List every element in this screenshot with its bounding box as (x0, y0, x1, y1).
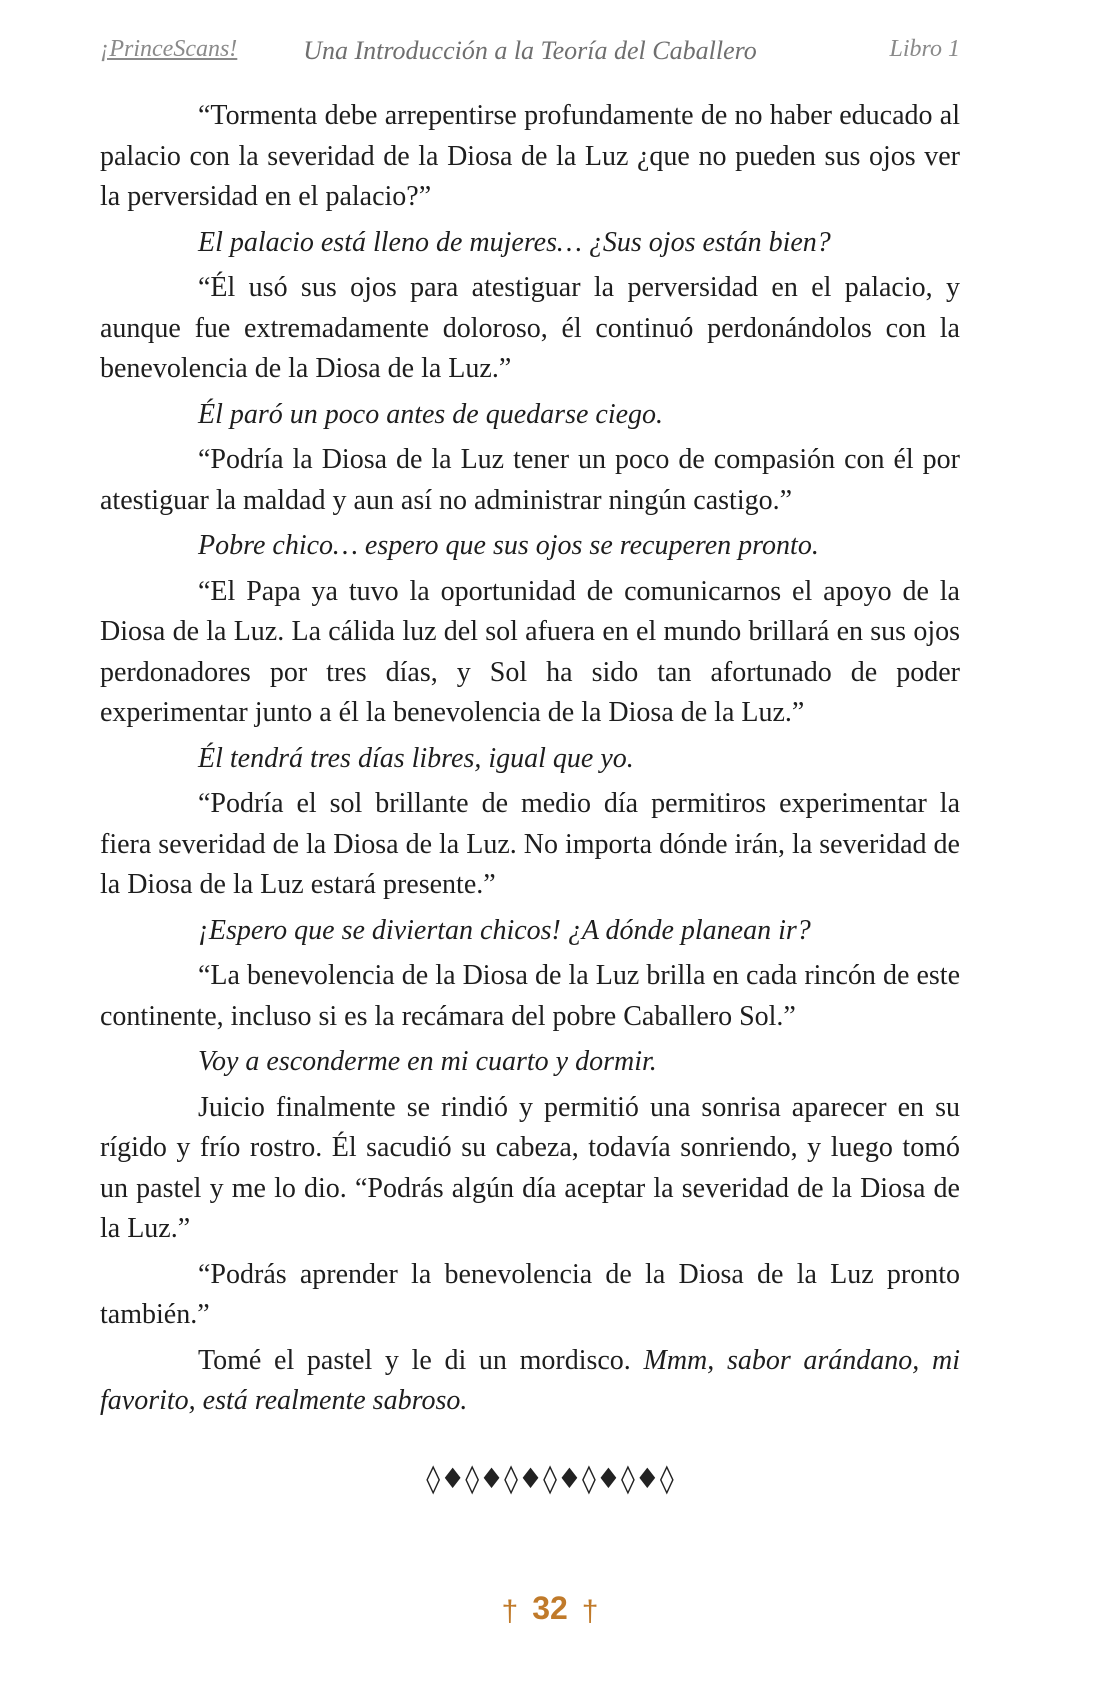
paragraph-thought: Él paró un poco antes de quedarse ciego. (198, 398, 664, 430)
paragraph-speech: “Podría la Diosa de la Luz tener un poco de compasión con él por atestiguar la maldad y aun así no administrar ningún castigo.” (100, 444, 960, 516)
dagger-ornament-icon: † (501, 1595, 519, 1628)
paragraph-speech: “Tormenta debe arrepentirse profundamente de no haber educado al palacio con la severidad de la Diosa de la Luz ¿que no pueden sus ojos ver la perversidad en el palacio?” (100, 100, 960, 212)
paragraph-thought: Él tendrá tres días libres, igual que yo. (198, 742, 634, 774)
paragraph-speech: “El Papa ya tuvo la oportunidad de comunicarnos el apoyo de la Diosa de la Luz. La cálida luz del sol afuera en el mundo brillará en sus ojos perdonadores por tres días, y Sol ha sido tan afortunado de poder experimentar junto a él la benevolencia de la Diosa de la Luz.” (100, 575, 960, 728)
paragraph-speech: “Podrás aprender la benevolencia de la Diosa de la Luz pronto también.” (100, 1258, 960, 1330)
page-body (100, 96, 960, 1427)
page-number: 32 (532, 1590, 568, 1626)
paragraph-speech: “La benevolencia de la Diosa de la Luz brilla en cada rincón de este continente, incluso si es la recámara del pobre Caballero Sol.” (100, 960, 960, 1032)
volume-label: Libro 1 (889, 36, 960, 62)
dagger-ornament-icon: † (581, 1595, 599, 1628)
paragraph-thought: ¡Espero que se diviertan chicos! ¿A dónde planean ir? (198, 914, 811, 946)
scanlator-credit: ¡PrinceScans! (100, 36, 238, 62)
paragraph-final (100, 1341, 960, 1422)
book-title: Una Introducción a la Teoría del Caballero (303, 36, 757, 65)
final-plain-text: Tomé el pastel y le di un mordisco. (198, 1344, 644, 1376)
final-italic-text: Mmm, sabor arándano, mi favorito, está realmente sabroso. (100, 1344, 960, 1416)
paragraph-thought: El palacio está lleno de mujeres… ¿Sus ojos están bien? (198, 226, 831, 258)
page-footer (0, 1590, 1100, 1629)
page-header (100, 36, 960, 70)
paragraph-narration: Juicio finalmente se rindió y permitió una sonrisa aparecer en su rígido y frío rostro. Él sacudió su cabeza, todavía sonriendo, y luego tomó un pastel y me lo dio. “Podrás algún día aceptar la severidad de la Diosa de la Luz.” (100, 1091, 960, 1244)
paragraph-speech: “Podría el sol brillante de medio día permitiros experimentar la fiera severidad de la Diosa de la Luz. No importa dónde irán, la severidad de la Diosa de la Luz estará presente.” (100, 788, 960, 900)
section-divider: ◊♦◊♦◊♦◊♦◊♦◊♦◊ (426, 1462, 674, 1495)
paragraph-thought: Voy a esconderme en mi cuarto y dormir. (198, 1046, 657, 1077)
paragraph-thought: Pobre chico… espero que sus ojos se recuperen pronto. (198, 530, 819, 561)
paragraph-speech: “Él usó sus ojos para atestiguar la perversidad en el palacio, y aunque fue extremadamente doloroso, él continuó perdonándolos con la benevolencia de la Diosa de la Luz.” (100, 272, 960, 384)
